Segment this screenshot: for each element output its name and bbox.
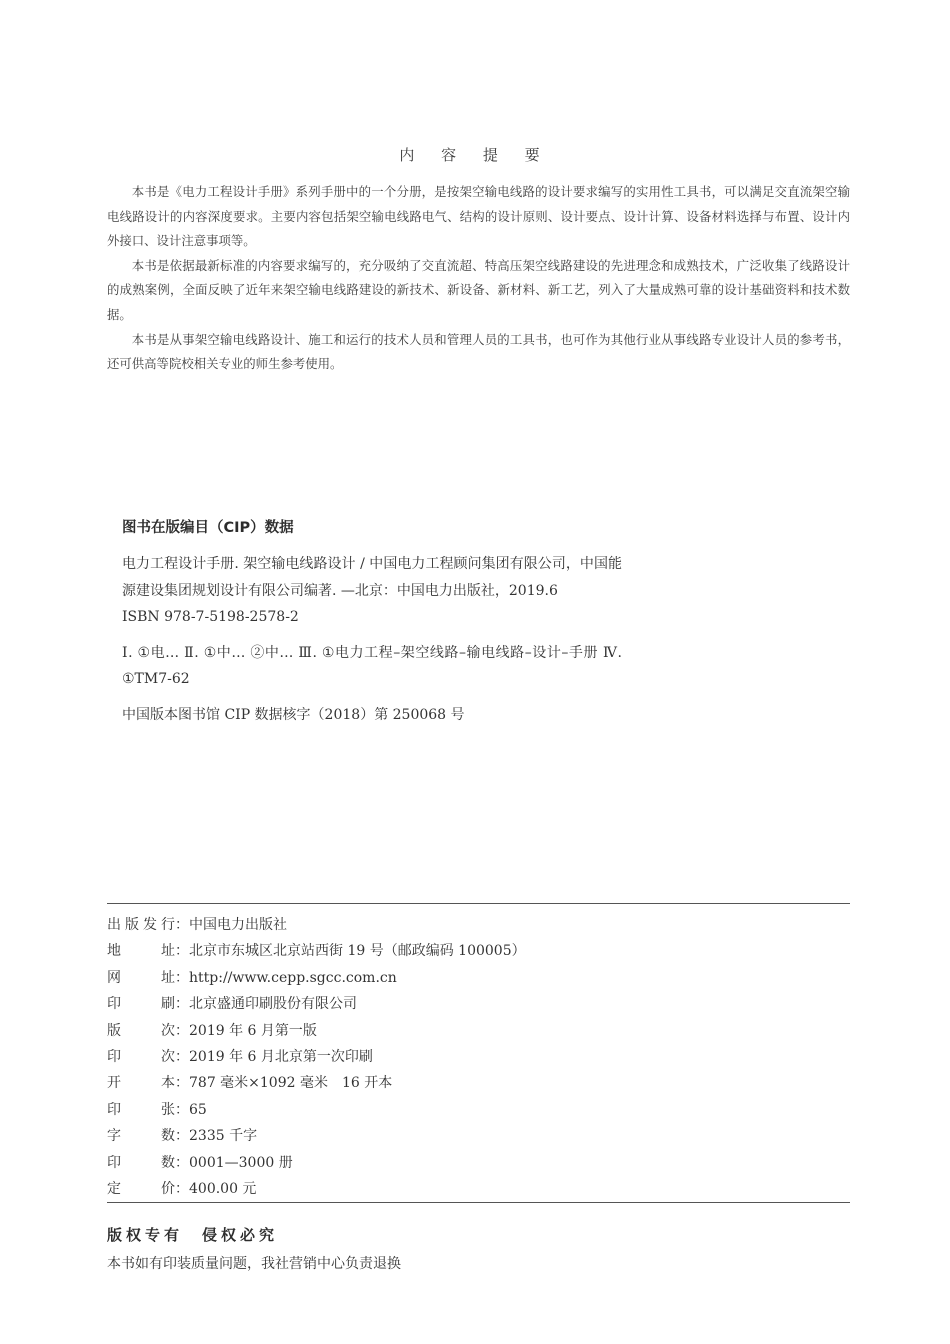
- colophon-colon: ：: [175, 1101, 189, 1118]
- colophon-colon: ：: [175, 943, 189, 960]
- return-policy-note: 本书如有印装质量问题，我社营销中心负责退换: [107, 1256, 401, 1272]
- colophon-value: 中国电力出版社: [189, 917, 287, 933]
- colophon-row-print-run: [107, 1150, 850, 1176]
- colophon-row-address: [107, 938, 850, 964]
- colophon-label: 印 张: [107, 1101, 175, 1118]
- colophon-label: 字 数: [107, 1128, 175, 1145]
- colophon-label: 印 刷: [107, 996, 175, 1013]
- colophon-row-publisher: [107, 912, 850, 938]
- colophon-row-edition: [107, 1018, 850, 1044]
- colophon-top-divider: [107, 903, 850, 904]
- colophon-colon: ：: [175, 1075, 189, 1092]
- colophon-value: 65: [189, 1101, 207, 1118]
- colophon-label: 定 价: [107, 1180, 175, 1197]
- colophon-colon: ：: [175, 917, 189, 933]
- colophon-colon: ：: [175, 1180, 189, 1197]
- colophon-label: 印 次: [107, 1048, 175, 1065]
- colophon-value: 400.00 元: [189, 1180, 257, 1197]
- colophon-colon: ：: [175, 1022, 189, 1039]
- colophon-colon: ：: [175, 1154, 189, 1171]
- cip-heading: 图书在版编目（CIP）数据: [122, 520, 294, 536]
- colophon-row-website: [107, 965, 850, 991]
- abstract-paragraph: 本书是依据最新标准的内容要求编写的，充分吸纳了交直流超、特高压架空线路建设的先进理念和成熟技术，广泛收集了线路设计的成熟案例，全面反映了近年来架空输电线路建设的新技术、新设备、新材料、新工艺，列入了大量成熟可靠的设计基础资料和技术数据。: [107, 257, 850, 322]
- abstract-paragraph: 本书是《电力工程设计手册》系列手册中的一个分册，是按架空输电线路的设计要求编写的实用性工具书，可以满足交直流架空输电线路设计的内容深度要求。主要内容包括架空输电线路电气、结构的设计原则、设计要点、设计计算、设备材料选择与布置、设计内外接口、设计注意事项等。: [107, 184, 850, 249]
- colophon-row-price: [107, 1176, 850, 1202]
- colophon-row-format: [107, 1070, 850, 1096]
- abstract-paragraph: 本书是从事架空输电线路设计、施工和运行的技术人员和管理人员的工具书，也可作为其他行业从事线路专业设计人员的参考书，还可供高等院校相关专业的师生参考使用。: [107, 331, 850, 372]
- cip-isbn: ISBN 978-7-5198-2578-2: [122, 609, 299, 625]
- colophon-value: 北京盛通印刷股份有限公司: [189, 996, 357, 1013]
- colophon-row-sheets: [107, 1097, 850, 1123]
- colophon-label: 地 址: [107, 943, 175, 960]
- abstract-section: [107, 180, 850, 377]
- cip-record: [122, 551, 622, 728]
- colophon-colon: ：: [175, 996, 189, 1013]
- colophon-colon: ：: [175, 1128, 189, 1145]
- colophon-row-word-count: [107, 1123, 850, 1149]
- copyright-heading: 版权专有 侵权必究: [107, 1226, 279, 1244]
- abstract-title: 内 容 提 要: [399, 146, 551, 164]
- colophon-label: 出版发行: [107, 917, 175, 933]
- colophon-bottom-divider: [107, 1202, 850, 1203]
- colophon-row-printing: [107, 1044, 850, 1070]
- colophon-value: 0001—3000 册: [189, 1154, 293, 1171]
- colophon-label: 版 次: [107, 1022, 175, 1039]
- cip-entry: 电力工程设计手册. 架空输电线路设计 / 中国电力工程顾问集团有限公司，中国能源建设集团规划设计有限公司编著. —北京：中国电力出版社，2019.6: [122, 556, 622, 599]
- colophon-value: http://www.cepp.sgcc.com.cn: [189, 969, 397, 986]
- cip-check-number: 中国版本图书馆 CIP 数据核字（2018）第 250068 号: [122, 706, 465, 723]
- colophon-value: 北京市东城区北京站西街 19 号（邮政编码 100005）: [189, 943, 526, 960]
- colophon-value: 2019 年 6 月第一版: [189, 1022, 317, 1039]
- colophon-value: 2335 千字: [189, 1128, 258, 1145]
- colophon-value: 787 毫米×1092 毫米 16 开本: [189, 1075, 393, 1092]
- colophon-colon: ：: [175, 969, 189, 986]
- colophon-colon: ：: [175, 1048, 189, 1065]
- cip-classification: Ⅰ. ①电… Ⅱ. ①中… ②中… Ⅲ. ①电力工程–架空线路–输电线路–设计–手册 Ⅳ. ①TM7-62: [122, 644, 622, 687]
- colophon-row-printer: [107, 991, 850, 1017]
- colophon-label: 网 址: [107, 969, 175, 986]
- colophon-label: 印 数: [107, 1154, 175, 1171]
- colophon-table: [107, 912, 850, 1202]
- colophon-value: 2019 年 6 月北京第一次印刷: [189, 1048, 373, 1065]
- colophon-label: 开 本: [107, 1075, 175, 1092]
